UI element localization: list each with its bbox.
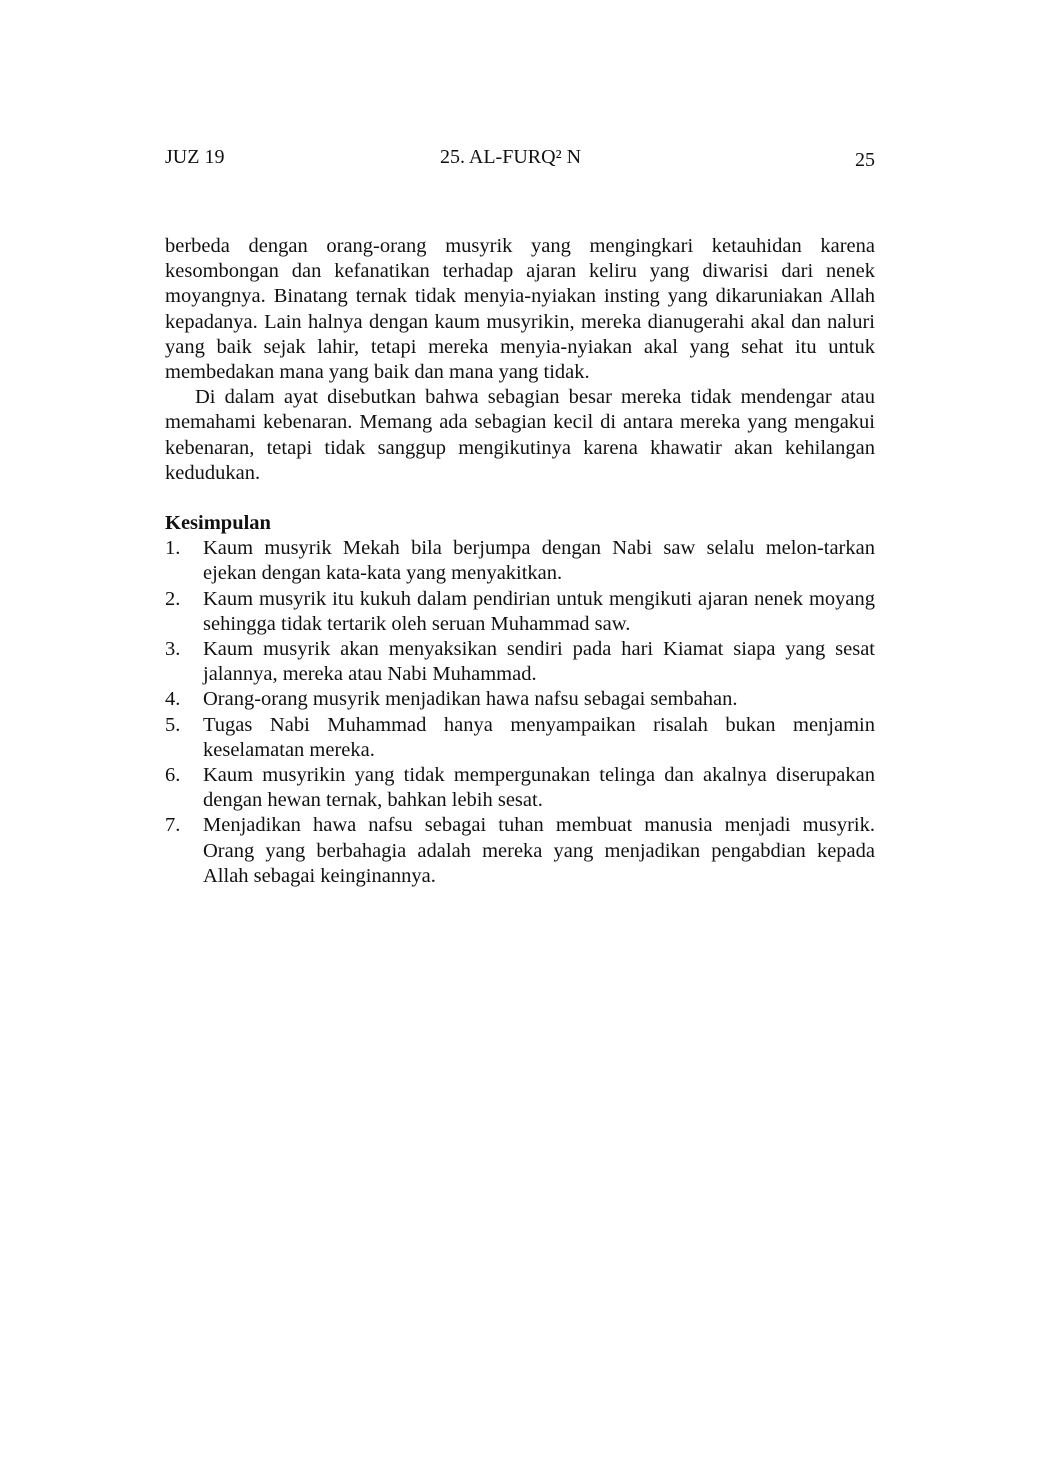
list-item-text: Kaum musyrik itu kukuh dalam pendirian untuk mengikuti ajaran nenek moyang sehingga tidak tertarik oleh seruan Muhammad saw. — [203, 587, 875, 635]
list-item-text: Menjadikan hawa nafsu sebagai tuhan membuat manusia menjadi musyrik. Orang yang berbahagia adalah mereka yang menjadikan pengabdian kepada Allah sebagai keinginannya. — [203, 814, 875, 887]
section-heading: Kesimpulan — [165, 512, 271, 535]
list-number: 5. — [165, 713, 181, 736]
paragraph: Di dalam ayat disebutkan bahwa sebagian besar mereka tidak mendengar atau memahami kebenaran. Memang ada sebagian kecil di antara mereka yang mengakui kebenaran, tetapi tidak sanggup mengikutinya karena khawatir akan kehilangan kedudukan. — [165, 386, 875, 484]
list-number: 1. — [165, 537, 181, 560]
list-item — [165, 763, 875, 813]
list-item-text: Orang-orang musyrik menjadikan hawa nafsu sebagai sembahan. — [203, 688, 738, 711]
list-number: 2. — [165, 587, 181, 610]
list-item — [165, 587, 875, 637]
juz-label: JUZ 19 — [165, 146, 225, 168]
list-item — [165, 713, 875, 763]
list-item-text: Kaum musyrikin yang tidak mempergunakan telinga dan akalnya diserupakan dengan hewan ternak, bahkan lebih sesat. — [203, 764, 875, 812]
list-number: 3. — [165, 638, 181, 661]
list-item — [165, 637, 875, 687]
list-item — [165, 687, 875, 712]
running-header — [165, 146, 875, 174]
surah-title: 25. AL-FURQ² N — [440, 146, 582, 168]
list-item — [165, 536, 875, 586]
list-item-text: Tugas Nabi Muhammad hanya menyampaikan risalah bukan menjamin keselamatan mereka. — [203, 713, 875, 761]
page-number: 25 — [855, 149, 875, 171]
list-item — [165, 813, 875, 889]
paragraph: berbeda dengan orang-orang musyrik yang mengingkari ketauhidan karena kesombongan dan kefanatikan terhadap ajaran keliru yang diwarisi dari nenek moyangnya. Binatang ternak tidak menyia-nyiakan insting yang dikaruniakan Allah kepadanya. Lain halnya dengan kaum musyrikin, mereka dianugerahi akal dan naluri yang baik sejak lahir, tetapi mereka menyia-nyiakan akal yang sehat itu untuk membedakan mana yang baik dan mana yang tidak. — [165, 235, 875, 384]
list-number: 4. — [165, 688, 181, 711]
conclusion-list — [165, 536, 875, 889]
list-number: 6. — [165, 764, 181, 787]
list-item-text: Kaum musyrik akan menyaksikan sendiri pada hari Kiamat siapa yang sesat jalannya, mereka atau Nabi Muhammad. — [203, 638, 875, 686]
body-text — [165, 234, 875, 889]
list-number: 7. — [165, 814, 181, 837]
list-item-text: Kaum musyrik Mekah bila berjumpa dengan Nabi saw selalu melon-tarkan ejekan dengan kata-kata yang menyakitkan. — [203, 537, 875, 585]
